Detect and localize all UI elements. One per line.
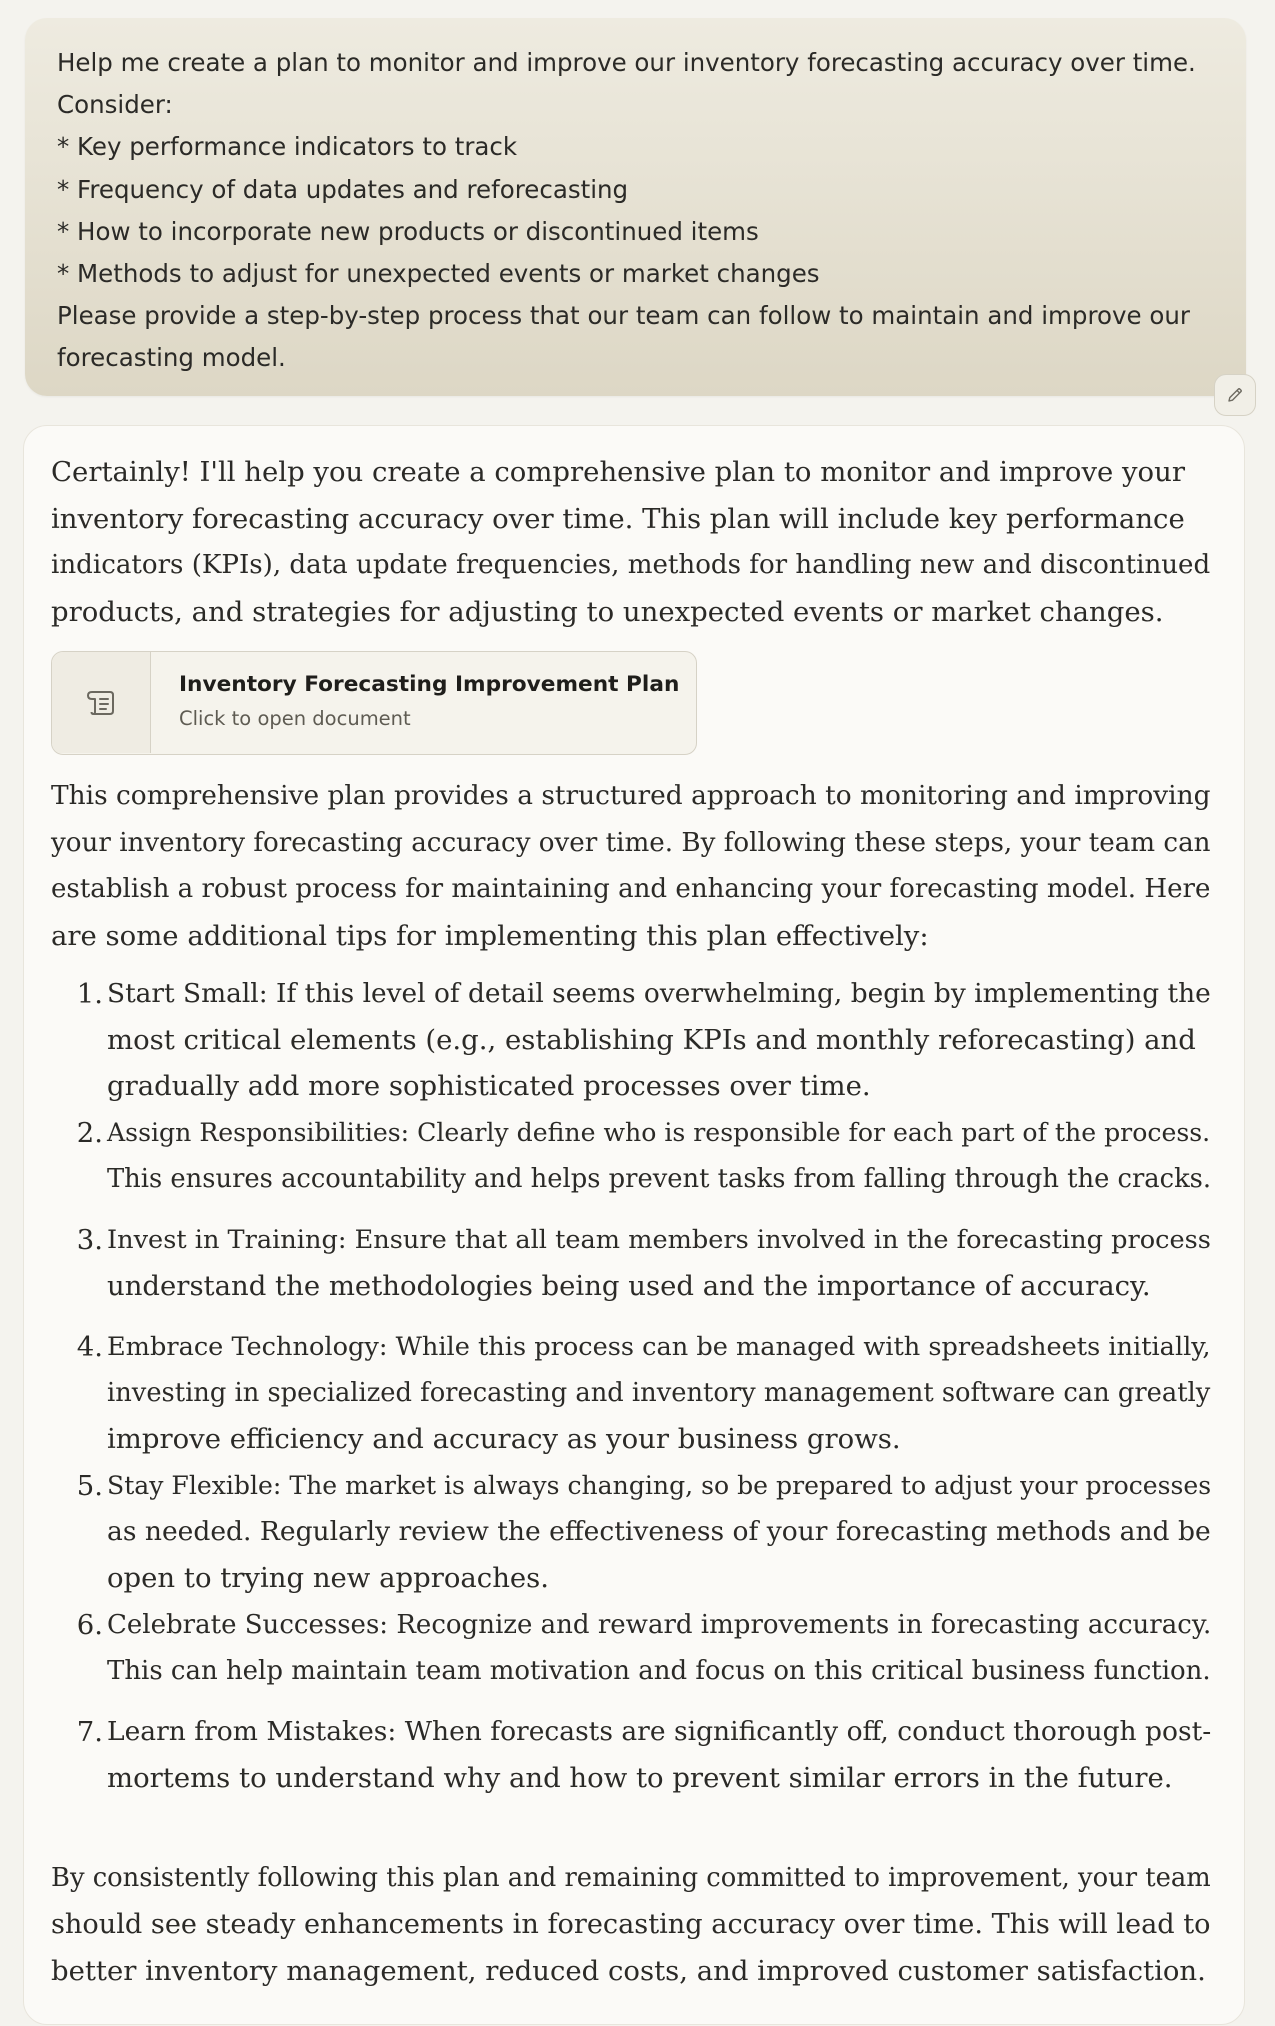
user-message-line: Consider: bbox=[57, 90, 173, 120]
response-summary-line: your inventory forecasting accuracy over time. By following these steps, your team can bbox=[51, 827, 1211, 858]
user-message-line: * Methods to adjust for unexpected events or market changes bbox=[57, 259, 820, 289]
response-intro-line: indicators (KPIs), data update frequencies, methods for handling new and discontinued bbox=[51, 550, 1211, 580]
list-item-line: This ensures accountability and helps prevent tasks from falling through the cracks. bbox=[107, 1164, 1212, 1195]
list-item-line: Stay Flexible: The market is always changing, so be prepared to adjust your processes bbox=[107, 1471, 1212, 1500]
response-intro-line: inventory forecasting accuracy over time. This plan will include key performance bbox=[51, 502, 1185, 535]
list-item-number: 1. bbox=[76, 978, 103, 1010]
response-summary-line: This comprehensive plan provides a structured approach to monitoring and improving bbox=[51, 780, 1211, 811]
list-item-line: gradually add more sophisticated processes over time. bbox=[107, 1070, 871, 1103]
list-item-line: Start Small: If this level of detail seems overwhelming, begin by implementing the bbox=[107, 978, 1211, 1009]
list-item-number: 5. bbox=[76, 1470, 103, 1502]
list-item-number: 3. bbox=[76, 1224, 103, 1256]
list-item-text bbox=[107, 1324, 1211, 1463]
response-closing-line: should see steady enhancements in forecasting accuracy over time. This will lead to bbox=[51, 1908, 1211, 1940]
response-intro-line: Certainly! I'll help you create a comprehensive plan to monitor and improve your bbox=[51, 456, 1185, 488]
list-item-line: most critical elements (e.g., establishing KPIs and monthly reforecasting) and bbox=[107, 1024, 1196, 1057]
list-item-text bbox=[107, 1602, 1211, 1694]
list-item-text bbox=[107, 971, 1211, 1110]
document-subtitle: Click to open document bbox=[179, 707, 411, 730]
user-message-line: * Key performance indicators to track bbox=[57, 132, 518, 162]
list-item-line: improve efficiency and accuracy as your business grows. bbox=[107, 1423, 901, 1456]
user-message-line: * Frequency of data updates and reforecasting bbox=[57, 174, 629, 204]
list-item-number: 6. bbox=[76, 1609, 103, 1641]
document-icon-box bbox=[52, 652, 151, 753]
response-summary bbox=[51, 773, 1211, 959]
list-item-line: mortems to understand why and how to prevent similar errors in the future. bbox=[107, 1762, 1173, 1795]
response-closing-line: better inventory management, reduced costs, and improved customer satisfaction. bbox=[51, 1955, 1206, 1987]
list-item-number: 7. bbox=[76, 1716, 103, 1748]
list-item-line: investing in specialized forecasting and inventory management software can greatly bbox=[107, 1378, 1211, 1409]
response-closing bbox=[51, 1855, 1211, 1995]
list-item-number: 4. bbox=[76, 1331, 103, 1363]
document-title: Inventory Forecasting Improvement Plan bbox=[179, 672, 680, 697]
user-message-line: Please provide a step-by-step process that our team can follow to maintain and improve our bbox=[57, 301, 1190, 331]
list-item-line: Learn from Mistakes: When forecasts are significantly off, conduct thorough post- bbox=[107, 1716, 1212, 1747]
user-message-line: * How to incorporate new products or discontinued items bbox=[57, 216, 759, 246]
list-item-line: understand the methodologies being used and the importance of accuracy. bbox=[107, 1270, 1151, 1303]
list-item-text bbox=[107, 1110, 1211, 1202]
list-item-text bbox=[107, 1709, 1211, 1801]
response-intro-line: products, and strategies for adjusting to unexpected events or market changes. bbox=[51, 595, 1164, 628]
list-item-line: This can help maintain team motivation and focus on this critical business function. bbox=[107, 1656, 1211, 1687]
list-item-line: open to trying new approaches. bbox=[107, 1562, 550, 1595]
pencil-icon bbox=[1226, 386, 1244, 404]
document-card[interactable] bbox=[51, 651, 697, 755]
response-intro bbox=[51, 449, 1210, 635]
response-closing-line: By consistently following this plan and remaining committed to improvement, your team bbox=[51, 1863, 1211, 1893]
user-message-line: Help me create a plan to monitor and improve our inventory forecasting accuracy over time. bbox=[57, 48, 1196, 77]
edit-message-button[interactable] bbox=[1214, 374, 1256, 416]
assistant-response bbox=[23, 425, 1245, 2025]
response-summary-line: are some additional tips for implementing this plan effectively: bbox=[51, 919, 929, 952]
list-item-text bbox=[107, 1217, 1211, 1309]
list-item-line: Embrace Technology: While this process can be managed with spreadsheets initially, bbox=[107, 1332, 1211, 1362]
response-summary-line: establish a robust process for maintaining and enhancing your forecasting model. Here bbox=[51, 874, 1211, 904]
list-item-line: as needed. Regularly review the effectiveness of your forecasting methods and be bbox=[107, 1516, 1211, 1548]
list-item-text bbox=[107, 1463, 1211, 1602]
user-message-line: forecasting model. bbox=[57, 343, 286, 373]
list-item-number: 2. bbox=[76, 1117, 103, 1149]
list-item-line: Celebrate Successes: Recognize and reward improvements in forecasting accuracy. bbox=[107, 1610, 1212, 1640]
user-message-bubble bbox=[25, 18, 1246, 396]
list-item-line: Invest in Training: Ensure that all team members involved in the forecasting process bbox=[107, 1225, 1211, 1255]
list-item-line: Assign Responsibilities: Clearly define who is responsible for each part of the process. bbox=[107, 1118, 1211, 1147]
document-scroll-icon bbox=[81, 683, 121, 723]
